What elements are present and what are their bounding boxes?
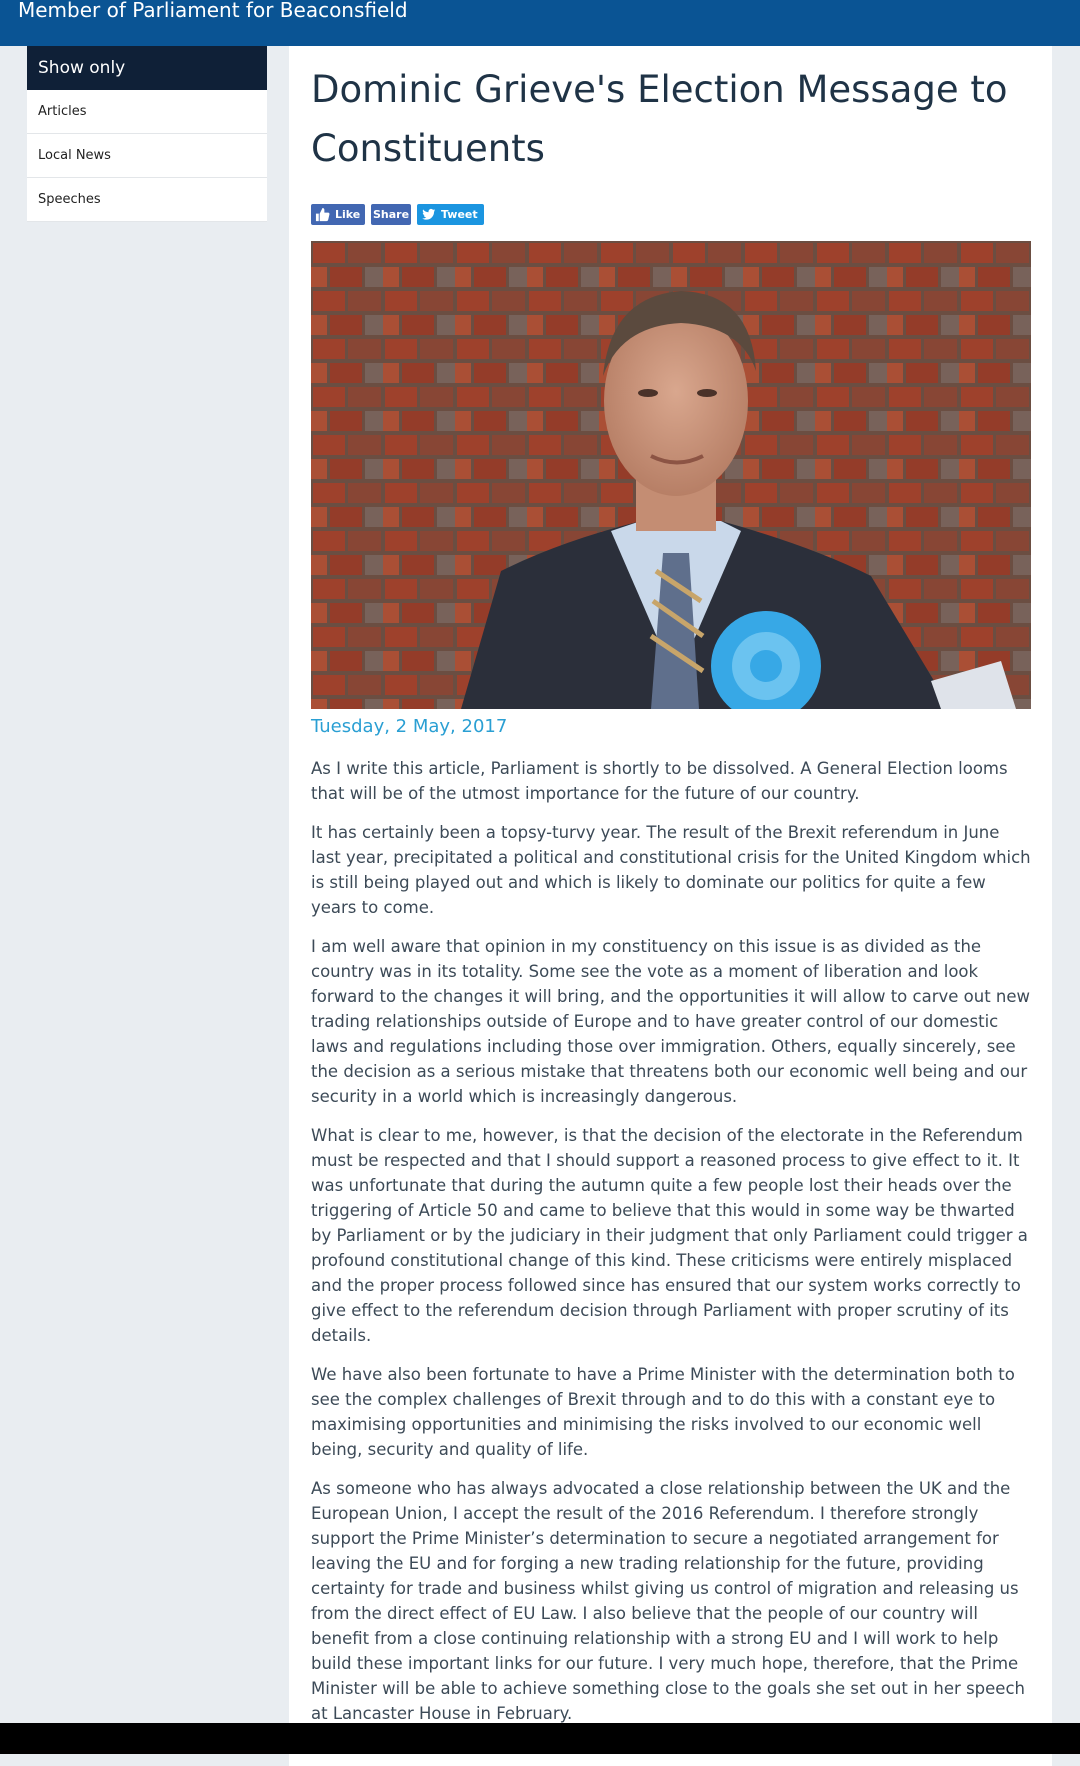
sidebar-item-local-news[interactable]: Local News bbox=[27, 134, 267, 178]
sidebar-filter bbox=[27, 46, 267, 222]
twitter-bird-icon bbox=[421, 207, 436, 222]
article-panel bbox=[289, 46, 1052, 1766]
sidebar-item-speeches[interactable]: Speeches bbox=[27, 178, 267, 222]
site-header bbox=[0, 0, 1080, 46]
article-paragraph: What is clear to me, however, is that the decision of the electorate in the Referendum must be respected and that I should support a reasoned process to give effect to it. It was unfortunate that during the autumn quite a few people lost their heads over the triggering of Article 50 and came to believe that this would in some way be thwarted by Parliament or by the judiciary in their judgment that only Parliament could trigger a profound constitutional change of this kind. These criticisms were entirely misplaced and the proper process followed since has ensured that our system works correctly to give effect to the referendum decision through Parliament with proper scrutiny of its details. bbox=[311, 1126, 1028, 1345]
tweet-button[interactable] bbox=[417, 204, 484, 225]
article-paragraph: As someone who has always advocated a close relationship between the UK and the European Union, I accept the result of the 2016 Referendum. I therefore strongly support the Prime Minister’s determination to secure a negotiated arrangement for leaving the EU and for forging a new trading relationship for the future, providing certainty for trade and business whilst giving us control of migration and releasing us from the direct effect of EU Law. I also believe that the people of our country will benefit from a close continuing relationship with a strong EU and I will work to help build these important links for our future. I very much hope, therefore, that the Prime Minister will be able to achieve something close to the goals she set out in her speech at Lancaster House in February. bbox=[311, 1479, 1025, 1723]
article-body bbox=[311, 756, 1033, 1740]
article-title: Dominic Grieve's Election Message to Constituents bbox=[311, 68, 1008, 170]
article-photo bbox=[311, 241, 1031, 709]
sidebar-title: Show only bbox=[27, 46, 267, 90]
tweet-label: Tweet bbox=[441, 208, 478, 221]
thumbs-up-icon bbox=[315, 207, 330, 222]
facebook-like-button[interactable] bbox=[311, 204, 365, 225]
article-paragraph: It has certainly been a topsy-turvy year. The result of the Brexit referendum in June last year, precipitated a political and constitutional crisis for the United Kingdom which is still being played out and which is likely to dominate our politics for quite a few years to come. bbox=[311, 823, 1031, 917]
article-date: Tuesday, 2 May, 2017 bbox=[311, 716, 508, 737]
article-paragraph: I am well aware that opinion in my constituency on this issue is as divided as the country was in its totality. Some see the vote as a moment of liberation and look forward to the changes it will bring, and the opportunities it will allow to carve out new trading relationships outside of Europe and to have greater control of our domestic laws and regulations including those over immigration. Others, equally sincerely, see the decision as a serious mistake that threatens both our economic well being and our security in a world which is increasingly dangerous. bbox=[311, 937, 1031, 1106]
bottom-bar bbox=[0, 1723, 1080, 1754]
article-paragraph: We have also been fortunate to have a Prime Minister with the determination both to see the complex challenges of Brexit through and to do this with a constant eye to maximising opportunities and minimising the risks involved to our economic well being, security and quality of life. bbox=[311, 1365, 1015, 1459]
portrait-image bbox=[311, 241, 1031, 709]
site-title[interactable]: Member of Parliament for Beaconsfield bbox=[18, 0, 408, 22]
sidebar-item-articles[interactable]: Articles bbox=[27, 90, 267, 134]
facebook-share-button[interactable] bbox=[371, 204, 411, 225]
article-paragraph: As I write this article, Parliament is shortly to be dissolved. A General Election looms that will be of the utmost importance for the future of our country. bbox=[311, 759, 1008, 803]
like-label: Like bbox=[335, 208, 361, 221]
share-label: Share bbox=[372, 208, 410, 221]
